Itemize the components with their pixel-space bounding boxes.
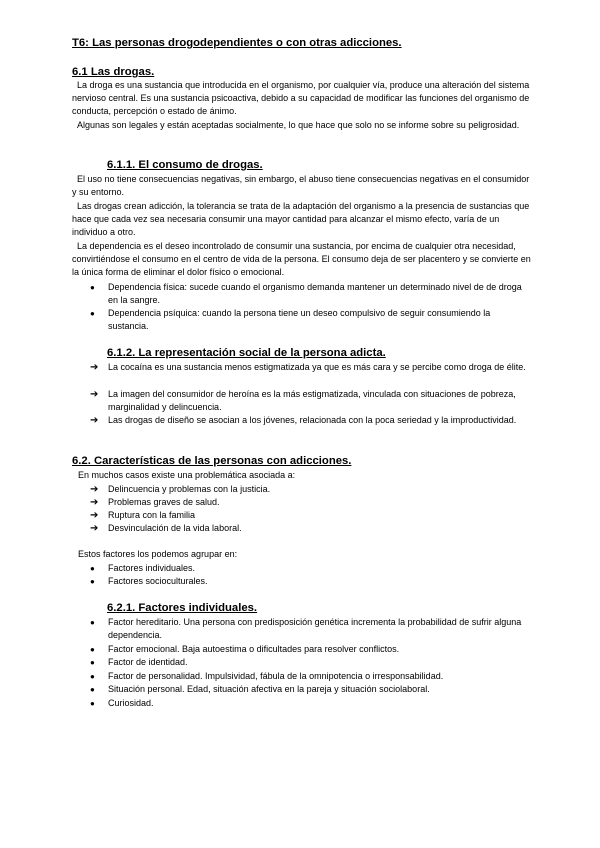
list-item [90,697,530,710]
bullet-icon: ● [90,699,95,708]
list-item-text: Factor de personalidad. Impulsividad, fábula de la omnipotencia o irresponsabilidad. [108,671,444,681]
bullet-icon: ● [90,658,95,667]
section-heading-6-1: 6.1 Las drogas. [72,66,155,78]
list-intro: En muchos casos existe una problemática asociada a: [78,470,296,480]
list-item-text: Dependencia psíquica: cuando la persona tiene un deseo compulsivo de seguir consumiendo la sustancia. [108,308,491,332]
paragraph-use-vs-abuse: El uso no tiene consecuencias negativas, sin embargo, el abuso tiene consecuencias negativas en el consumidor y su entorno. [72,174,532,198]
arrow-right-icon: ➔ [90,510,99,521]
list-item-text: Ruptura con la familia [108,510,196,520]
list-item [90,281,530,307]
paragraph-legal-drugs: Algunas son legales y están aceptadas socialmente, lo que hace que solo no se informe sobre su peligrosidad. [72,120,520,130]
section-heading-6-2-1 [72,602,257,614]
list-item-text: Factor hereditario. Una persona con predisposición genética incrementa la probabilidad de sufrir alguna dependencia. [108,617,522,641]
list-item [90,670,530,683]
list-item [90,656,530,669]
list-item [90,522,530,535]
bullet-icon: ● [90,283,95,292]
list-item-text: Factor de identidad. [108,657,188,667]
bullet-icon: ● [90,672,95,681]
section-heading-6-1-1: 6.1.1. El consumo de drogas. [107,159,263,171]
arrow-right-icon: ➔ [90,389,99,400]
list-item [90,307,530,333]
section-heading-6-2: 6.2. Características de las personas con adicciones. [72,455,352,467]
list-item-text: Factores individuales. [108,563,196,573]
list-item [90,643,530,656]
list-item [90,414,530,427]
list-item-text: Factores socioculturales. [108,576,208,586]
list-item [90,388,530,414]
list-item [90,496,530,509]
document-title: T6: Las personas drogodependientes o con otras adicciones. [72,37,402,49]
arrow-right-icon: ➔ [90,523,99,534]
paragraph-drug-definition: La droga es una sustancia que introducida en el organismo, por cualquier vía, produce una alteración del sistema nervioso central. Es una sustancia psicoactiva, debido a su capacidad de modificar las funciones del organismo de conducta, percepción o estado de ánimo. [72,80,532,117]
list-item-text: Factor emocional. Baja autoestima o dificultades para resolver conflictos. [108,644,400,654]
bullet-icon: ● [90,645,95,654]
list-item-text: La cocaína es una sustancia menos estigmatizada ya que es más cara y se percibe como droga de élite. [108,362,526,372]
group-intro: Estos factores los podemos agrupar en: [78,549,238,559]
paragraph-dependence: La dependencia es el deseo incontrolado de consumir una sustancia, por encima de cualquier otra necesidad, convirtiéndose el consumo en el centro de vida de la persona. El consumo deja de ser placentero y se convierte en la única forma de eliminar el dolor físico o emocional. [72,241,534,278]
list-item-text: Las drogas de diseño se asocian a los jóvenes, relacionada con la poca seriedad y la improductividad. [108,415,517,425]
list-item [90,562,530,575]
list-item-text: Curiosidad. [108,698,154,708]
arrow-right-icon: ➔ [90,362,99,373]
bullet-icon: ● [90,577,95,586]
list-item [90,616,530,642]
list-item-text: Dependencia física: sucede cuando el organismo demanda mantener un determinado nivel de de droga en la sangre. [108,282,522,306]
list-item-text: Problemas graves de salud. [108,497,220,507]
bullet-icon: ● [90,564,95,573]
section-heading-6-1-2: 6.1.2. La representación social de la persona adicta. [107,347,386,359]
section-heading-6-2-1-text: 6.2.1. Factores individuales. [107,602,258,614]
list-item-text: Desvinculación de la vida laboral. [108,523,242,533]
bullet-icon: ● [90,685,95,694]
arrow-right-icon: ➔ [90,415,99,426]
list-item [90,483,530,496]
arrow-right-icon: ➔ [90,484,99,495]
list-item [90,361,530,374]
list-item [90,575,530,588]
list-item-text: Situación personal. Edad, situación afectiva en la pareja y situación sociolaboral. [108,684,430,694]
list-item [90,683,530,696]
list-item-text: La imagen del consumidor de heroína es la más estigmatizada, vinculada con situaciones de pobreza, marginalidad y delincuencia. [108,389,516,413]
bullet-icon: ● [90,309,95,318]
paragraph-tolerance: Las drogas crean adicción, la tolerancia se trata de la adaptación del organismo a la presencia de sustancias que hace que cada vez sea necesaria consumir una mayor cantidad para alcanzar el mismo efecto, varía de un individuo a otro. [72,201,532,238]
list-item-text: Delincuencia y problemas con la justicia. [108,484,271,494]
arrow-right-icon: ➔ [90,497,99,508]
list-item [90,509,530,522]
bullet-icon: ● [90,618,95,627]
